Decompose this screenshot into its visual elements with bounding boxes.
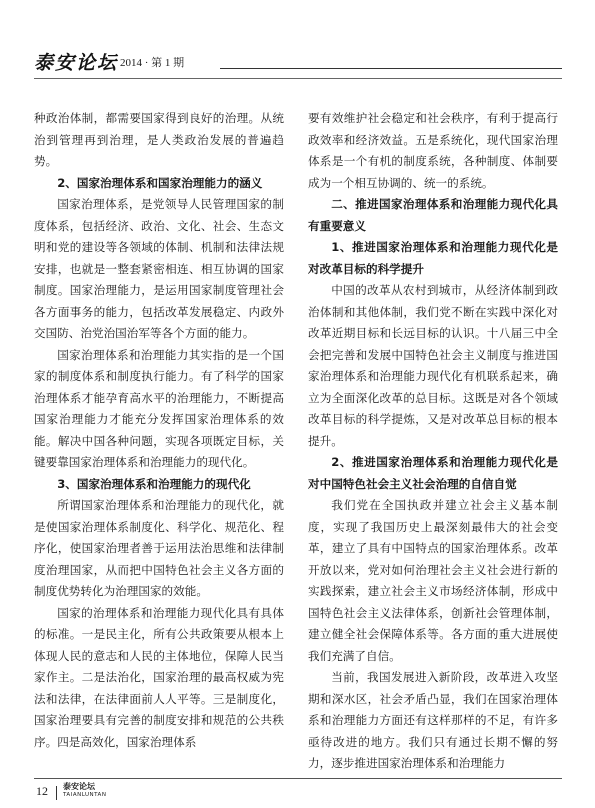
paragraph: 国家治理体系，是党领导人民管理国家的制度体系，包括经济、政治、文化、社会、生态文明和党的建设等各领域的体制、机制和法律法规安排，也就是一整套紧密相连、相互协调的国家制度。国家治理能力，是运用国家制度管理社会各方面事务的能力，包括改革发展稳定、内政外交国防、治党治国治军等各个方面的能力。 [34, 197, 284, 340]
paragraph: 种政治体制，都需要国家得到良好的治理。从统治到管理再到治理，是人类政治发展的普遍趋势。 [34, 111, 284, 168]
page-footer [34, 778, 562, 802]
footer-rule [34, 778, 562, 779]
paragraph: 国家治理体系和治理能力其实指的是一个国家的制度体系和制度执行能力。有了科学的国家治理体系才能孕育高水平的治理能力，不断提高国家治理能力才能充分发挥国家治理体系的效能。解决中国各种问题，实现各项既定目标，关键要靠国家治理体系和治理能力的现代化。 [34, 347, 284, 469]
page-header [34, 50, 562, 80]
section-heading: 2、推进国家治理体系和治理能力现代化是对中国特色社会主义社会治理的自信自觉 [308, 455, 558, 491]
footer-journal-pinyin: TAIANLUNTAN [63, 792, 107, 798]
paragraph: 国家的治理体系和治理能力现代化具有具体的标准。一是民主化，所有公共政策要从根本上体现人民的意志和人民的主体地位，保障人民当家作主。二是法治化，国家治理的最高权威为宪法和法律，在法律面前人人平等。三是制度化，国家治理要具有完善的制度安排和规范的公共秩序。四是高效化，国家治理体系 [34, 605, 284, 749]
section-heading: 2、国家治理体系和国家治理能力的涵义 [57, 175, 263, 190]
paragraph: 要有效维护社会稳定和社会秩序，有利于提高行政效率和经济效益。五是系统化，现代国家治理体系是一个有机的制度系统，各种制度、体制要成为一个相互协调的、统一的系统。 [308, 111, 558, 190]
paragraph: 所谓国家治理体系和治理能力的现代化，就是使国家治理体系制度化、科学化、规范化、程序化，使国家治理者善于运用法治思维和法律制度治理国家，从而把中国特色社会主义各方面的制度优势转化为治理国家的效能。 [34, 498, 284, 598]
section-heading: 3、国家治理体系和治理能力的现代化 [57, 476, 251, 491]
header-rule-bottom [34, 78, 562, 79]
paragraph: 中国的改革从农村到城市，从经济体制到政治体制和其他体制，我们党不断在实践中深化对改革近期目标和长远目标的认识。十八届三中全会把完善和发展中国特色社会主义制度与推进国家治理体系和治理能力现代化有机联系起来，确立为全面深化改革的总目标。这既是对各个领域改革目标的科学提炼，又是对改革总目标的根本提升。 [308, 283, 558, 448]
section-heading: 1、推进国家治理体系和治理能力现代化是对改革目标的科学提升 [308, 240, 558, 276]
header-rule [220, 68, 562, 69]
journal-logo: 泰安论坛 [34, 52, 119, 74]
left-column [34, 108, 284, 753]
section-heading: 二、推进国家治理体系和治理能力现代化具有重要意义 [308, 197, 558, 233]
footer-journal-name: 泰安论坛 [63, 782, 95, 791]
paragraph: 当前，我国发展进入新阶段，改革进入攻坚期和深水区，社会矛盾凸显，我们在国家治理体系和治理能力方面还有这样那样的不足，有许多亟待改进的地方。我们只有通过长期不懈的努力，逐步推进国家治理体系和治理能力 [308, 670, 558, 770]
paragraph: 我们党在全国执政并建立社会主义基本制度，实现了我国历史上最深刻最伟大的社会变革，建立了具有中国特点的国家治理体系。改革开放以来，党对如何治理社会主义社会进行新的实践探索，建立社会主义市场经济体制，形成中国特色社会主义法律体系，创新社会管理体制，建立健全社会保障体系等。各方面的重大进展使我们充满了自信。 [308, 498, 558, 663]
page-number: 12 [36, 784, 48, 798]
issue-label: 2014 · 第 1 期 [120, 57, 185, 69]
footer-divider [56, 786, 57, 800]
right-column [308, 108, 558, 775]
